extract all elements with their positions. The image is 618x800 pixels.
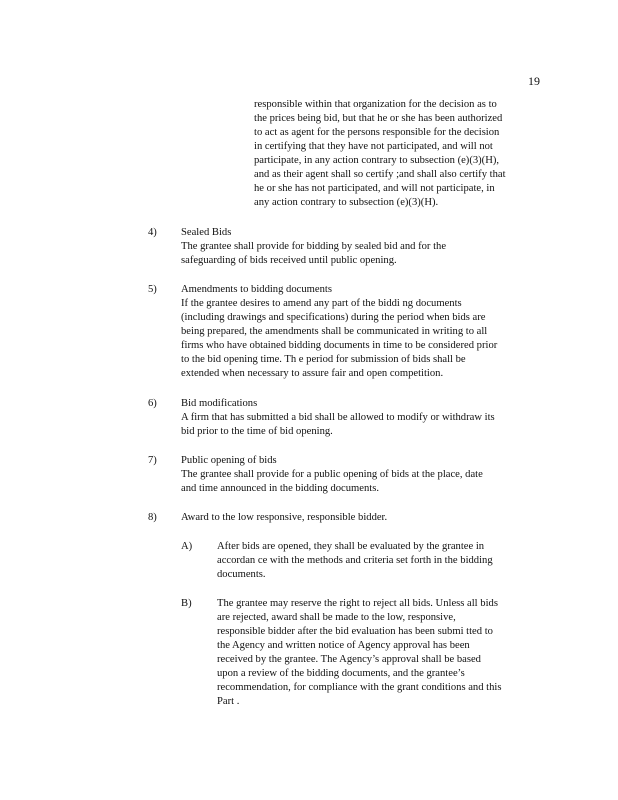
item-line: and time announced in the bidding documents. <box>181 483 380 494</box>
continuation-line: any action contrary to subsection (e)(3)(H). <box>254 197 439 208</box>
item-line: If the grantee desires to amend any part of the biddi ng documents <box>181 298 462 309</box>
item-number: 7) <box>148 455 157 466</box>
subitem-line: After bids are opened, they shall be evaluated by the grantee in <box>217 541 485 552</box>
continuation-line: to act as agent for the persons responsible for the decision <box>254 127 500 138</box>
item-line: safeguarding of bids received until public opening. <box>181 255 397 266</box>
item-line: A firm that has submitted a bid shall be allowed to modify or withdraw its <box>181 412 495 423</box>
continuation-line: he or she has not participated, and will not participate, in <box>254 183 495 194</box>
item-number: 4) <box>148 227 157 238</box>
subitem-line: are rejected, award shall be made to the low, responsive, <box>217 612 456 623</box>
subitem-line: the Agency and written notice of Agency approval has been <box>217 640 470 651</box>
item-heading: Sealed Bids <box>181 227 232 238</box>
subitem-line: Part . <box>217 696 240 707</box>
item-line: The grantee shall provide for a public opening of bids at the place, date <box>181 469 483 480</box>
item-line: extended when necessary to assure fair and open competition. <box>181 368 444 379</box>
page-number: 19 <box>528 74 540 88</box>
item-number: 8) <box>148 512 157 523</box>
continuation-line: in certifying that they have not participated, and will not <box>254 141 493 152</box>
subitem-line: upon a review of the bidding documents, and the grantee’s <box>217 668 465 679</box>
item-number: 5) <box>148 284 157 295</box>
continuation-line: participate, in any action contrary to subsection (e)(3)(H), <box>254 155 500 166</box>
item-line: The grantee shall provide for bidding by sealed bid and for the <box>181 241 447 252</box>
item-heading: Public opening of bids <box>181 455 277 466</box>
item-heading: Amendments to bidding documents <box>181 284 332 295</box>
subitem-number: A) <box>181 541 193 552</box>
item-line: (including drawings and specifications) during the period when bids are <box>181 312 486 323</box>
subitem-number: B) <box>181 598 192 609</box>
subitem-line: recommendation, for compliance with the grant conditions and this <box>217 682 502 693</box>
subitem-line: The grantee may reserve the right to reject all bids. Unless all bids <box>217 598 498 609</box>
item-line: to the bid opening time. Th e period for submission of bids shall be <box>181 354 466 365</box>
item-line: firms who have obtained bidding documents in time to be considered prior <box>181 340 498 351</box>
continuation-line: responsible within that organization for the decision as to <box>254 99 497 110</box>
item-heading: Award to the low responsive, responsible bidder. <box>181 512 388 523</box>
continuation-line: the prices being bid, but that he or she has been authorized <box>254 113 503 124</box>
item-line: bid prior to the time of bid opening. <box>181 426 333 437</box>
item-number: 6) <box>148 398 157 409</box>
subitem-line: accordan ce with the methods and criteria set forth in the bidding <box>217 555 493 566</box>
subitem-line: received by the grantee. The Agency’s approval shall be based <box>217 654 481 665</box>
item-heading: Bid modifications <box>181 398 258 409</box>
subitem-line: responsible bidder after the bid evaluation has been submi tted to <box>217 626 493 637</box>
item-line: being prepared, the amendments shall be communicated in writing to all <box>181 326 488 337</box>
continuation-line: and as their agent shall so certify ;and shall also certify that <box>254 169 506 180</box>
subitem-line: documents. <box>217 569 266 580</box>
